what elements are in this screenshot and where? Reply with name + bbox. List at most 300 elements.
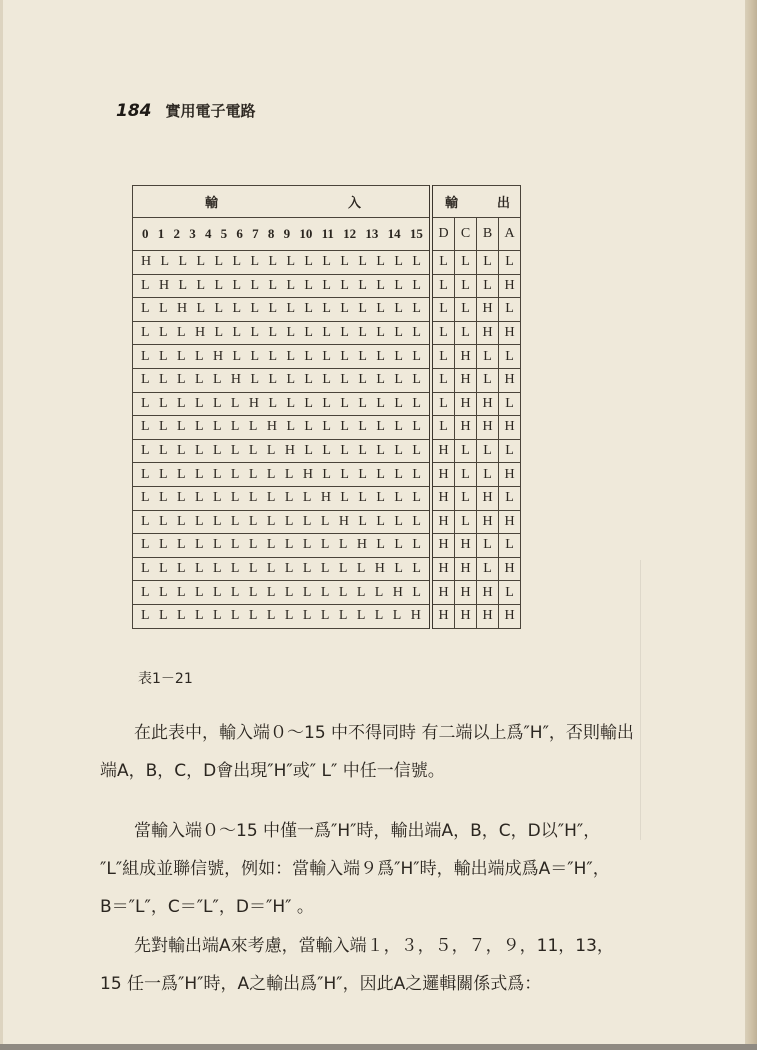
output-A: L [499,345,521,369]
table-row [133,581,521,605]
input-bit-7: L [266,584,276,600]
input-bit-5: L [230,608,240,624]
output-D: H [431,510,455,534]
input-bit-15: H [410,608,421,624]
table-row [133,392,521,416]
output-C: H [455,604,477,628]
input-bit-8: H [284,443,295,459]
input-bit-9: L [304,419,313,435]
input-bit-0: L [141,490,150,506]
input-bit-2: L [176,513,186,529]
input-bit-10: L [320,537,330,553]
output-B: H [477,416,499,440]
input-bit-6: L [248,584,258,600]
input-bit-1: L [158,372,168,388]
input-bit-11: L [338,584,348,600]
table-row [133,298,521,322]
input-bit-2: L [176,325,186,341]
input-bit-2: L [176,348,186,364]
input-bit-6: H [248,395,260,411]
paragraph-line: 端A，B，C，D會出現″H″或″ L″ 中任一信號。 [100,761,445,781]
input-bit-14: L [394,301,403,317]
input-bit-14: L [394,490,403,506]
input-bit-6: L [250,325,260,341]
paragraph-2 [100,812,700,926]
input-bit-0: L [141,537,150,553]
input-bit-0: L [141,301,150,317]
output-C: L [455,486,477,510]
output-B: L [477,345,499,369]
input-bit-0: L [141,419,150,435]
input-bit-13: L [376,395,385,411]
input-bit-7: H [266,419,278,435]
output-D: H [431,463,455,487]
output-A: H [499,604,521,628]
input-bit-7: L [266,466,276,482]
input-index-header [133,218,432,251]
input-bit-5: L [230,443,240,459]
input-values [133,392,432,416]
input-bit-9: L [304,395,313,411]
input-bit-13: L [374,608,384,624]
input-bit-15: L [412,348,421,364]
input-bit-2: L [176,561,186,577]
input-bit-0: L [141,372,150,388]
output-D: L [431,416,455,440]
input-group-header [133,186,432,218]
col-header-D: D [431,218,455,251]
input-bit-7: L [268,395,278,411]
paragraph-line: 15 任一爲″H″時，A之輸出爲″H″，因此A之邏輯關係式爲： [100,974,542,994]
input-values [133,486,432,510]
input-bit-4: L [214,254,224,270]
output-A: L [499,581,521,605]
input-bit-9: L [304,443,313,459]
input-bit-13: L [376,419,385,435]
input-bit-13: L [376,466,385,482]
input-bit-8: L [284,537,294,553]
input-bit-5: L [230,513,240,529]
input-bit-8: L [284,608,294,624]
input-bit-10: L [322,443,331,459]
input-bit-6: L [250,301,260,317]
output-header-char-1: 輸 [445,196,459,211]
input-bit-1: L [158,301,168,317]
input-bit-7: L [268,372,278,388]
input-index-3: 3 [189,226,196,241]
input-bit-8: L [284,561,294,577]
input-bit-3: L [194,490,204,506]
scan-bottom-border [0,1044,757,1050]
input-bit-2: L [176,395,186,411]
input-bit-15: L [412,254,421,270]
input-bit-3: L [196,301,206,317]
table-row [133,274,521,298]
input-bit-8: L [286,301,295,317]
output-B: L [477,557,499,581]
input-bit-14: L [394,466,403,482]
input-bit-3: L [194,372,204,388]
running-head [116,100,256,121]
input-bit-2: L [176,419,186,435]
table-row [133,368,521,392]
paragraph-line: 當輸入端０～15 中僅一爲″H″時，輸出端A，B，C，D以″H″， [134,821,601,841]
input-bit-5: L [230,395,240,411]
input-bit-15: L [412,584,421,600]
input-bit-10: L [322,254,331,270]
input-bit-14: L [394,372,403,388]
table-row [133,510,521,534]
input-bit-9: L [302,490,312,506]
input-bit-6: L [250,277,260,293]
input-bit-0: L [141,277,150,293]
input-bit-11: L [338,537,348,553]
output-B: H [477,604,499,628]
output-A: L [499,534,521,558]
output-group-header [431,186,521,218]
input-bit-3: L [194,608,204,624]
input-values [133,604,432,628]
input-bit-3: L [194,443,204,459]
group-header-row [133,186,521,218]
input-bit-12: L [356,584,366,600]
table-row [133,604,521,628]
input-index-5: 5 [220,226,228,241]
input-bit-15: L [412,443,421,459]
input-bit-13: H [374,561,385,577]
input-bit-4: L [212,584,222,600]
table-row [133,345,521,369]
input-bit-5: L [230,561,240,577]
input-bit-5: L [230,466,240,482]
input-values [133,439,432,463]
input-bit-12: L [356,561,366,577]
input-bit-6: L [248,490,258,506]
input-bit-9: L [304,301,313,317]
input-bit-4: L [212,513,222,529]
input-bit-5: L [230,584,240,600]
input-values [133,274,432,298]
input-bit-12: L [358,395,367,411]
input-bit-7: L [268,301,278,317]
output-C: L [455,463,477,487]
input-bit-12: L [358,490,367,506]
input-bit-12: L [358,325,367,341]
output-C: L [455,274,477,298]
input-bit-9: L [304,372,313,388]
input-bit-9: H [302,466,313,482]
input-bit-3: L [194,419,204,435]
input-bit-7: L [268,254,278,270]
input-bit-4: L [212,466,222,482]
input-bit-3: H [194,325,206,341]
input-bit-5: L [230,419,240,435]
input-bit-10: L [322,325,331,341]
input-bit-10: L [320,561,330,577]
input-bit-7: L [266,537,276,553]
input-bit-6: L [248,419,258,435]
page-left-edge [0,0,3,1050]
input-values [133,534,432,558]
output-D: H [431,439,455,463]
input-index-10: 10 [299,226,313,241]
input-bit-5: L [232,325,242,341]
input-values [133,463,432,487]
input-index-9: 9 [283,226,291,241]
input-bit-14: L [394,443,403,459]
input-values [133,510,432,534]
input-bit-12: L [358,277,367,293]
table-row [133,557,521,581]
table-row [133,463,521,487]
input-bit-12: L [356,608,366,624]
output-B: H [477,298,499,322]
input-bit-0: L [141,466,150,482]
output-C: L [455,251,477,275]
input-bit-4: L [214,325,224,341]
output-B: H [477,486,499,510]
input-bit-3: L [194,466,204,482]
input-bit-12: L [358,443,367,459]
input-index-4: 4 [204,226,212,241]
table-caption: 表1－21 [138,671,193,687]
input-bit-6: L [250,348,260,364]
input-values [133,581,432,605]
input-index-14: 14 [387,226,401,241]
output-C: H [455,392,477,416]
input-bit-1: L [158,443,168,459]
input-bit-11: L [340,443,349,459]
input-bit-7: L [268,277,278,293]
input-bit-8: L [286,325,295,341]
input-bit-15: L [412,561,421,577]
input-bit-13: L [374,584,384,600]
input-bit-2: L [176,537,186,553]
input-bit-4: H [212,348,224,364]
input-bit-4: L [212,443,222,459]
input-bit-2: L [176,584,186,600]
input-bit-6: L [248,443,258,459]
input-bit-2: L [176,372,186,388]
input-bit-3: L [194,395,204,411]
input-bit-12: H [356,537,367,553]
output-D: L [431,251,455,275]
paragraph-line: 在此表中，輸入端０～15 中不得同時 有二端以上爲″H″，否則輸出 [134,723,634,743]
input-bit-15: L [412,277,421,293]
output-D: L [431,368,455,392]
input-bit-14: L [394,537,403,553]
output-header-char-2: 出 [496,196,510,211]
input-bit-1: L [158,395,168,411]
input-index-0: 0 [142,226,149,241]
input-bit-11: L [340,395,349,411]
input-bit-8: L [284,490,294,506]
input-bit-1: L [158,325,168,341]
input-bit-7: L [268,325,278,341]
input-bit-14: L [394,419,403,435]
input-bit-13: L [376,348,385,364]
input-bit-10: H [320,490,331,506]
input-bit-11: L [340,277,349,293]
input-bit-12: L [358,301,367,317]
input-bit-0: L [141,395,150,411]
output-D: H [431,486,455,510]
input-bit-0: L [141,608,150,624]
input-bit-14: L [394,561,403,577]
output-D: L [431,392,455,416]
input-values [133,321,432,345]
input-bit-14: L [394,395,403,411]
column-header-row [133,218,521,251]
input-bit-3: L [194,348,204,364]
truth-table [132,185,521,629]
paragraph-line: ″L″組成並聯信號，例如：當輸入端９爲″H″時，輸出端成爲A＝″H″， [100,859,610,879]
input-bit-5: L [230,537,240,553]
input-bit-9: L [302,561,312,577]
input-bit-5: L [232,301,242,317]
input-bit-8: L [284,466,294,482]
output-C: H [455,345,477,369]
input-bit-4: L [212,608,222,624]
page-right-edge [745,0,757,1050]
input-bit-9: L [302,537,312,553]
input-values [133,368,432,392]
paragraph-3 [100,927,700,1003]
input-bit-7: L [266,490,276,506]
input-bit-14: L [394,254,403,270]
input-bit-8: L [284,513,294,529]
input-bit-10: L [322,348,331,364]
input-bit-11: L [340,348,349,364]
input-bit-7: L [266,513,276,529]
table-row [133,416,521,440]
input-bit-4: L [212,490,222,506]
input-bit-1: L [158,348,168,364]
input-bit-11: H [338,513,349,529]
input-bit-6: L [250,372,260,388]
input-bit-12: L [358,254,367,270]
output-D: H [431,604,455,628]
output-A: L [499,392,521,416]
output-B: H [477,510,499,534]
output-D: H [431,557,455,581]
input-bit-10: L [322,419,331,435]
output-B: L [477,251,499,275]
output-A: L [499,439,521,463]
input-bit-12: L [358,419,367,435]
input-bit-12: L [358,372,367,388]
input-bit-2: L [176,490,186,506]
input-values [133,416,432,440]
input-bit-1: L [158,419,168,435]
input-bit-6: L [250,254,260,270]
input-bit-1: L [158,513,168,529]
input-bit-1: L [158,561,168,577]
input-bit-15: L [412,325,421,341]
input-values [133,251,432,275]
input-bit-15: L [412,372,421,388]
input-index-13: 13 [365,226,379,241]
input-bit-9: L [304,348,313,364]
col-header-A: A [499,218,521,251]
input-bit-12: L [358,348,367,364]
output-B: L [477,439,499,463]
input-bit-6: L [248,608,258,624]
col-header-C: C [455,218,477,251]
input-index-2: 2 [173,226,180,241]
paragraph-line: B＝″L″，C＝″L″，D＝″H″ 。 [100,897,314,917]
input-bit-5: L [232,277,242,293]
output-A: L [499,298,521,322]
input-bit-14: L [394,348,403,364]
input-bit-8: L [286,419,295,435]
output-D: L [431,345,455,369]
output-A: L [499,251,521,275]
input-bit-13: L [376,443,385,459]
output-A: H [499,463,521,487]
input-bit-2: L [178,254,188,270]
input-index-6: 6 [236,226,243,241]
input-bit-15: L [412,490,421,506]
output-A: H [499,321,521,345]
output-A: H [499,557,521,581]
input-bit-8: L [286,372,295,388]
input-bit-1: L [158,466,168,482]
input-bit-2: L [178,277,188,293]
input-bit-5: L [230,490,240,506]
input-bit-9: L [304,254,313,270]
input-bit-4: L [212,561,222,577]
bleed-through-shadow [640,560,751,840]
input-bit-10: L [322,466,331,482]
output-D: H [431,581,455,605]
output-C: H [455,416,477,440]
output-A: H [499,368,521,392]
input-bit-0: L [141,561,150,577]
input-values [133,298,432,322]
input-bit-1: L [158,537,168,553]
table-row [133,534,521,558]
output-A: H [499,416,521,440]
input-bit-14: H [392,584,403,600]
output-C: L [455,298,477,322]
input-bit-12: L [358,466,367,482]
table-row [133,251,521,275]
input-bit-15: L [412,537,421,553]
input-bit-7: L [266,561,276,577]
input-bit-2: L [176,608,186,624]
col-header-B: B [477,218,499,251]
input-bit-9: L [302,584,312,600]
input-bit-11: L [340,254,349,270]
input-bit-11: L [340,419,349,435]
input-bit-0: L [141,443,150,459]
input-index-15: 15 [409,226,423,241]
output-C: L [455,510,477,534]
input-bit-12: L [358,513,367,529]
input-bit-6: L [248,561,258,577]
book-title: 實用電子電路 [165,102,256,120]
input-bit-9: L [302,513,312,529]
input-header-char-1: 輸 [205,196,219,211]
input-bit-11: L [338,608,348,624]
input-bit-5: H [230,372,242,388]
input-bit-9: L [302,608,312,624]
input-bit-5: L [232,254,242,270]
input-bit-14: L [394,513,403,529]
input-bit-3: L [194,561,204,577]
input-bit-7: L [266,608,276,624]
